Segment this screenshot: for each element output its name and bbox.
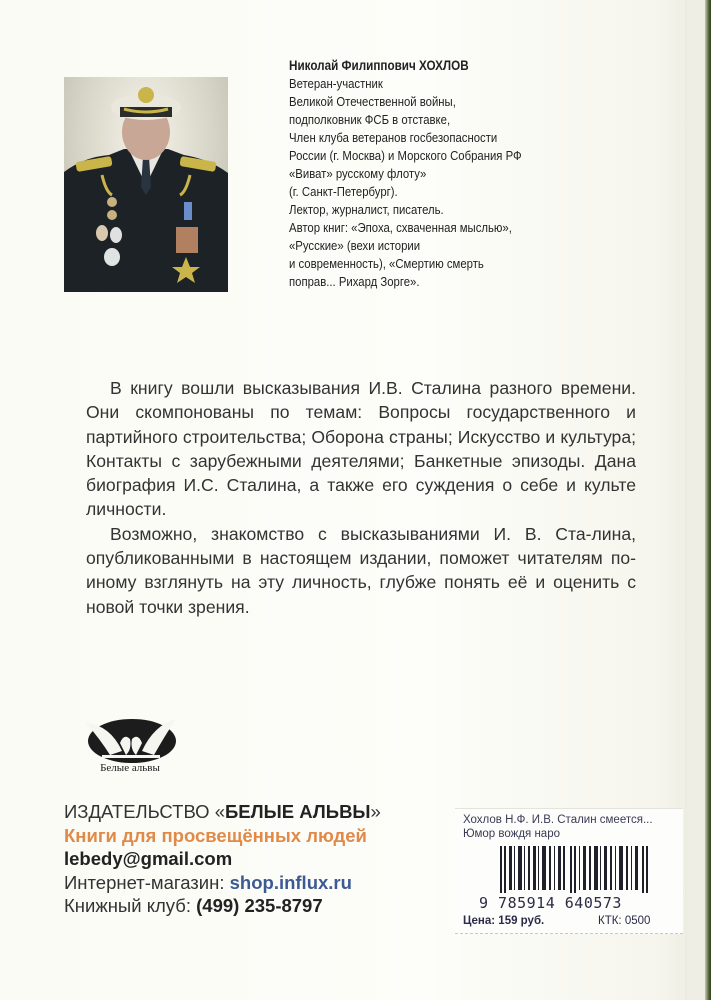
bio-line: Автор книг: «Эпоха, схваченная мыслью», bbox=[289, 220, 512, 235]
bio-line: поправ... Рихард Зорге». bbox=[289, 274, 420, 289]
bio-line: Ветеран-участник bbox=[289, 76, 383, 91]
publisher-name: БЕЛЫЕ АЛЬВЫ bbox=[225, 801, 371, 822]
publisher-info bbox=[64, 800, 381, 918]
cover-fold-line bbox=[685, 0, 687, 1000]
club-phone: (499) 235-8797 bbox=[196, 895, 323, 916]
publisher-email[interactable]: lebedy@gmail.com bbox=[64, 848, 233, 869]
price-sticker bbox=[455, 808, 683, 934]
bio-line: России (г. Москва) и Морского Собрания РФ bbox=[289, 148, 522, 163]
bio-line: Великой Отечественной войны, bbox=[289, 94, 456, 109]
isbn-number: 9 785914 640573 bbox=[479, 894, 622, 912]
description-paragraph: В книгу вошли высказывания И.В. Сталина разного времени. Они скомпонованы по темам: Вопросы государственного и партийного строительства; Оборона страны; Искусство и культура; Контакты с зарубежными деятелями; Банкетные эпизоды. Дана биография И.С. Сталина, а также его суждения о себе и культе личности. bbox=[86, 378, 636, 520]
book-spine-edge bbox=[705, 0, 711, 1000]
logo-caption: Белые альвы bbox=[100, 762, 160, 774]
publisher-line bbox=[64, 800, 381, 824]
book-description bbox=[86, 376, 636, 619]
bio-line: (г. Санкт-Петербург). bbox=[289, 184, 398, 199]
bio-line: Лектор, журналист, писатель. bbox=[289, 202, 444, 217]
author-name: Николай Филиппович ХОХЛОВ bbox=[289, 58, 469, 73]
portrait-figure-icon bbox=[64, 77, 228, 292]
author-bio bbox=[289, 57, 599, 291]
bio-line: подполковник ФСБ в отставке, bbox=[289, 112, 451, 127]
barcode-icon bbox=[500, 846, 650, 893]
bio-line: Член клуба ветеранов госбезопасности bbox=[289, 130, 498, 145]
swans-logo-icon bbox=[80, 705, 180, 780]
bio-line: «Русские» (вехи истории bbox=[289, 238, 421, 253]
shop-link[interactable]: shop.influx.ru bbox=[229, 871, 352, 893]
shop-label: Интернет-магазин: bbox=[64, 871, 230, 893]
publisher-tagline: Книги для просвещённых людей bbox=[64, 824, 367, 846]
author-portrait-photo bbox=[64, 77, 228, 292]
club-label: Книжный клуб: bbox=[64, 895, 197, 916]
description-paragraph: Возможно, знакомство с высказываниями И. В. Ста-лина, опубликованными в настоящем издании, поможет читателям по-иному взглянуть на эту личность, глубже понять её и оценить с новой точки зрения. bbox=[86, 523, 636, 617]
club-line bbox=[64, 894, 381, 918]
bio-line: «Виват» русскому флоту» bbox=[289, 166, 427, 181]
price-label: Цена: 159 руб. bbox=[463, 915, 545, 927]
ktk-code: КТК: 0500 bbox=[598, 915, 651, 927]
shop-line bbox=[64, 871, 381, 895]
publisher-label: ИЗДАТЕЛЬСТВО « bbox=[64, 801, 225, 822]
bio-line: и современность), «Смертию смерть bbox=[289, 256, 484, 271]
publisher-label-suffix: » bbox=[370, 801, 381, 822]
publisher-logo bbox=[80, 705, 180, 780]
sticker-title: Хохлов Н.Ф. И.В. Сталин смеется... Юмор вождя наро bbox=[463, 814, 653, 840]
